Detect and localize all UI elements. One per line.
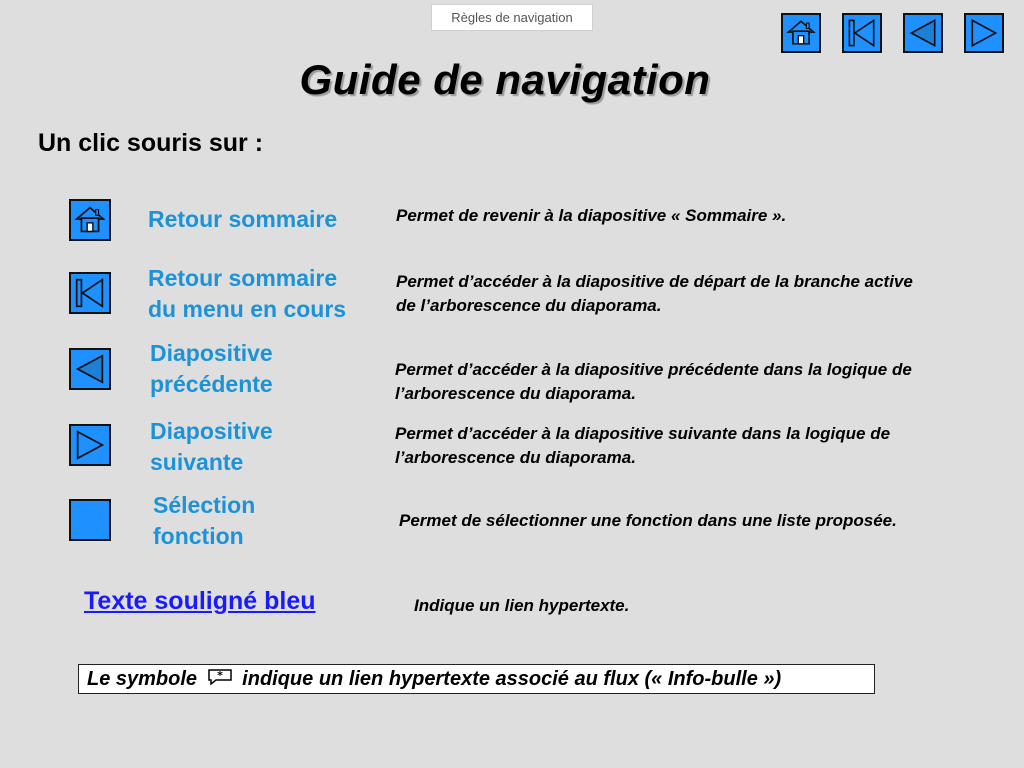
legend-next-button (69, 424, 111, 466)
legend-label-next (150, 416, 273, 478)
legend-label-home (148, 204, 337, 235)
label-line: Diapositive (150, 340, 273, 366)
previous-icon (905, 15, 941, 51)
desc-line: l’arborescence du diaporama. (395, 384, 636, 403)
label-line: précédente (150, 371, 273, 397)
first-slide-icon (844, 15, 880, 51)
legend-home-button (69, 199, 111, 241)
legend-first-slide-button (69, 272, 111, 314)
next-icon (71, 426, 109, 464)
nav-first-slide-button[interactable] (842, 13, 882, 53)
nav-next-button[interactable] (964, 13, 1004, 53)
label-line: suivante (150, 449, 244, 475)
desc-line: Permet d’accéder à la diapositive suivante dans la logique de (395, 424, 891, 443)
legend-previous-button (69, 348, 111, 390)
nav-home-button[interactable] (781, 13, 821, 53)
label-line: Diapositive (150, 418, 273, 444)
desc-line: Permet d’accéder à la diapositive précédente dans la logique de (395, 360, 912, 379)
footer-note-after: indique un lien hypertexte associé au flux (« Info-bulle ») (242, 668, 782, 690)
footer-note (78, 664, 875, 694)
next-icon (966, 15, 1002, 51)
legend-label-first-slide (148, 263, 346, 325)
label-line: fonction (153, 523, 244, 549)
first-slide-icon (71, 274, 109, 312)
select-function-icon (71, 501, 109, 539)
desc-line: l’arborescence du diaporama. (395, 448, 636, 467)
slide-section-tag: Règles de navigation (431, 4, 593, 31)
legend-desc-first-slide (396, 270, 913, 318)
desc-line: Permet de revenir à la diapositive « Sommaire ». (396, 206, 787, 225)
desc-line: Permet d’accéder à la diapositive de départ de la branche active (396, 272, 913, 291)
legend-label-previous (150, 338, 273, 400)
legend-label-select-function (153, 490, 255, 552)
legend-desc-previous (395, 358, 912, 406)
page-title: Guide de navigation (299, 56, 711, 103)
home-icon (71, 201, 109, 239)
hyperlink-example[interactable]: Texte souligné bleu (84, 587, 316, 615)
legend-desc-home (396, 204, 786, 228)
label-line: Sélection (153, 492, 256, 518)
tooltip-icon (207, 666, 233, 694)
label-line: du menu en cours (148, 296, 347, 322)
legend-desc-select-function (399, 509, 897, 533)
home-icon (783, 15, 819, 51)
label-line: Retour sommaire (148, 265, 338, 291)
hyperlink-desc: Indique un lien hypertexte. (414, 596, 630, 615)
desc-line: Permet de sélectionner une fonction dans une liste proposée. (399, 511, 897, 530)
page-subtitle: Un clic souris sur : (38, 129, 264, 157)
nav-previous-button[interactable] (903, 13, 943, 53)
footer-note-before: Le symbole (87, 668, 198, 690)
legend-select-function-button (69, 499, 111, 541)
legend-desc-next (395, 422, 890, 470)
label-line: Retour sommaire (148, 206, 338, 232)
svg-text:*: * (216, 668, 223, 682)
desc-line: de l’arborescence du diaporama. (396, 296, 662, 315)
previous-icon (71, 350, 109, 388)
